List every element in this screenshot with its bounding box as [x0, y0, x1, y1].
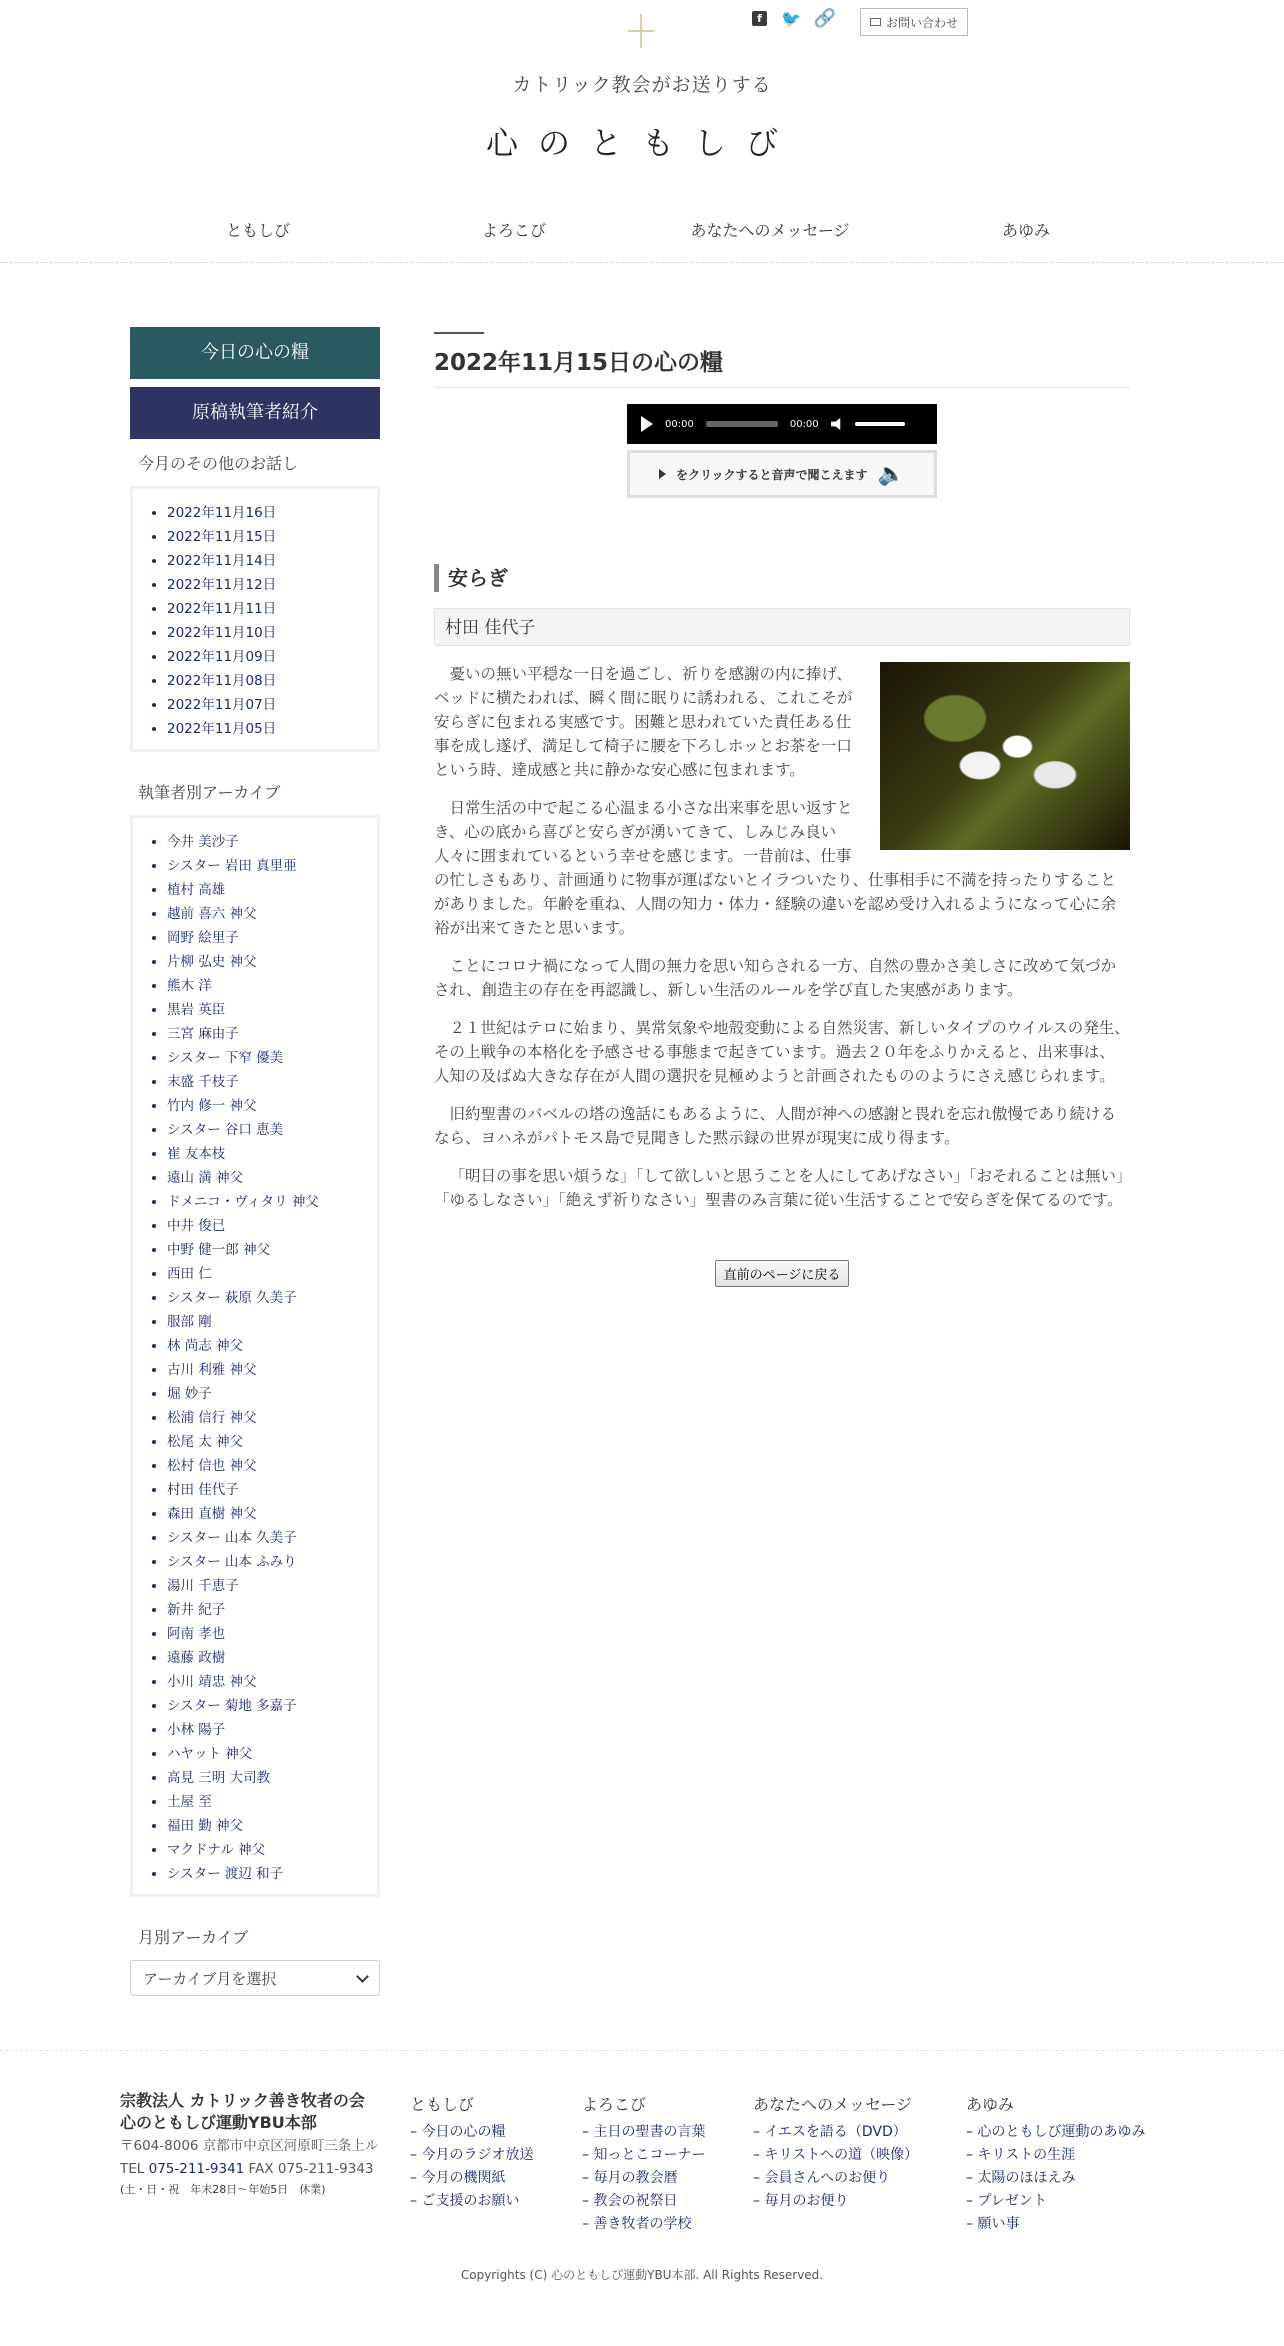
- main-content: [434, 332, 1130, 1287]
- recent-list: [130, 486, 380, 752]
- author-archive-link[interactable]: • 岡野 絵里子: [167, 926, 363, 950]
- author-archive-link[interactable]: • 黒岩 英臣: [167, 998, 363, 1022]
- footer-link[interactable]: – キリストの生涯: [966, 2144, 1145, 2167]
- author-archive-link[interactable]: • ハヤット 神父: [167, 1742, 363, 1766]
- recent-post-link[interactable]: • 2022年11月12日: [167, 573, 363, 597]
- footer-link[interactable]: – 心のともしび運動のあゆみ: [966, 2121, 1145, 2144]
- monthly-archive-select[interactable]: [130, 1960, 380, 1996]
- author-archive-link[interactable]: • 村田 佳代子: [167, 1478, 363, 1502]
- nav-item-message[interactable]: あなたへのメッセージ: [690, 221, 850, 240]
- footer-organization: [120, 2090, 410, 2200]
- author-archive-link[interactable]: • 今井 美沙子: [167, 830, 363, 854]
- author-archive-link[interactable]: • 湯川 千恵子: [167, 1574, 363, 1598]
- nav-item-ayumi[interactable]: あゆみ: [1001, 221, 1050, 240]
- monthly-archive-value: アーカイブ月を選択: [143, 1969, 277, 1988]
- author-archive-list: [130, 815, 380, 1897]
- footer-link[interactable]: – 教会の祝祭日: [582, 2190, 705, 2213]
- author-archive-link[interactable]: • 越前 喜六 神父: [167, 902, 363, 926]
- article-paragraph: 「明日の事を思い煩うな」「して欲しいと思うことを人にしてあげなさい」「おそれることは無い」「ゆるしなさい」「絶えず祈りなさい」聖書のみ言葉に従い生活することで安らぎを保てるのです。: [434, 1167, 1124, 1209]
- author-archive-link[interactable]: • 林 尚志 神父: [167, 1334, 363, 1358]
- author-archive-link[interactable]: • 熊木 洋: [167, 974, 363, 998]
- contact-label: お問い合わせ: [885, 15, 958, 30]
- org-name-line1: 宗教法人 カトリック善き牧者の会: [120, 2091, 365, 2110]
- author-archive-link[interactable]: • シスター 山本 ふみり: [167, 1550, 363, 1574]
- footer-link[interactable]: – 今日の心の糧: [410, 2121, 533, 2144]
- author-archive-link[interactable]: • 崔 友本枝: [167, 1142, 363, 1166]
- footer-col-list: [410, 2121, 533, 2213]
- footer-link[interactable]: – 善き牧者の学校: [582, 2213, 705, 2236]
- footer-col-list: [753, 2121, 918, 2213]
- footer-col-message: [753, 2092, 918, 2213]
- footer-col-yorokobi: [582, 2092, 705, 2236]
- author-archive-link[interactable]: • シスター 萩原 久美子: [167, 1286, 363, 1310]
- author-archive-link[interactable]: • シスター 菊地 多嘉子: [167, 1694, 363, 1718]
- author-archive-link[interactable]: • 阿南 孝也: [167, 1622, 363, 1646]
- footer-col-title: よろこび: [582, 2095, 647, 2114]
- recent-post-link[interactable]: • 2022年11月11日: [167, 597, 363, 621]
- recent-post-link[interactable]: • 2022年11月15日: [167, 525, 363, 549]
- author-archive-link[interactable]: • シスター 山本 久美子: [167, 1526, 363, 1550]
- footer-link[interactable]: – 太陽のほほえみ: [966, 2167, 1145, 2190]
- site-tagline: カトリック教会がお送りする: [512, 74, 772, 96]
- author-archive-link[interactable]: • 中井 俊已: [167, 1214, 363, 1238]
- author-archive-link[interactable]: • 土屋 至: [167, 1790, 363, 1814]
- author-archive-link[interactable]: • 中野 健一郎 神父: [167, 1238, 363, 1262]
- author-archive-link[interactable]: • 福田 勤 神父: [167, 1814, 363, 1838]
- recent-post-link[interactable]: • 2022年11月16日: [167, 501, 363, 525]
- org-name-line2: 心のともしび運動YBU本部: [120, 2113, 317, 2132]
- footer-link[interactable]: – ご支援のお願い: [410, 2190, 533, 2213]
- back-button[interactable]: 直前のページに戻る: [715, 1260, 850, 1287]
- listen-label: をクリックすると音声で聞こえます: [676, 467, 868, 482]
- footer-link[interactable]: – 毎月のお便り: [753, 2190, 918, 2213]
- play-icon: [659, 469, 666, 479]
- author-archive-link[interactable]: • シスター 下窄 優美: [167, 1046, 363, 1070]
- recent-post-link[interactable]: • 2022年11月05日: [167, 717, 363, 741]
- author-name: 村田 佳代子: [434, 608, 1130, 646]
- footer-link[interactable]: – プレゼント: [966, 2190, 1145, 2213]
- speaker-icon: 🔈: [877, 461, 905, 487]
- author-archive-link[interactable]: • 西田 仁: [167, 1262, 363, 1286]
- author-archive-link[interactable]: • 森田 直樹 神父: [167, 1502, 363, 1526]
- listen-audio-button[interactable]: [627, 450, 937, 498]
- author-archive-link[interactable]: • 松浦 信行 神父: [167, 1406, 363, 1430]
- author-archive-link[interactable]: • 堀 妙子: [167, 1382, 363, 1406]
- author-archive-link[interactable]: • 服部 剛: [167, 1310, 363, 1334]
- author-archive-link[interactable]: • 片柳 弘史 神父: [167, 950, 363, 974]
- player-current-time: 00:00: [665, 418, 694, 430]
- author-archive-link[interactable]: • シスター 谷口 恵美: [167, 1118, 363, 1142]
- article-paragraph: ２１世紀はテロに始まり、異常気象や地殻変動による自然災害、新しいタイプのウイルスの発生、その上戦争の本格化を予感させる事態まで起きています。過去２０年をふりかえると、出来事は、人知の及ばぬ大きな存在が人間の選択を見極めようと計画されたもののようにさえ感じられます。: [434, 1019, 1130, 1085]
- article-paragraph: 日常生活の中で起こる心温まる小さな出来事を思い返すとき、心の底から喜びと安らぎが湧いてきて、しみじみ良い人々に囲まれているという幸せを感じます。一昔前は、仕事の忙しさもあり、計画通りに物事が運ばないとイラついたり、仕事相手に不満を持ったりすることがありました。年齢を重ね、人間の知力・体力・経験の違いを認め受け入れるようになって心に余裕が出来てきたと思います。: [434, 799, 1117, 937]
- nav-item-tomoshibi[interactable]: ともしび: [225, 221, 290, 240]
- author-archive-link[interactable]: • 小川 靖忠 神父: [167, 1670, 363, 1694]
- recent-widget-title: 今月のその他のお話し: [138, 454, 299, 473]
- footer-link[interactable]: – 毎月の教会暦: [582, 2167, 705, 2190]
- recent-post-link[interactable]: • 2022年11月08日: [167, 669, 363, 693]
- author-archive-link[interactable]: • 末盛 千枝子: [167, 1070, 363, 1094]
- article-paragraph: 憂いの無い平穏な一日を過ごし、祈りを感謝の内に捧げ、ベッドに横たわれば、瞬く間に眠りに誘われる、これこそが安らぎに包まれる実感です。困難と思われていた責任ある仕事を成し遂げ、満足して椅子に腰を下ろしホッとお茶を一口という時、達成感と共に静かな安心感に包まれます。: [434, 665, 853, 779]
- sidebar: [130, 327, 380, 1996]
- cross-icon: [628, 14, 654, 48]
- footer-link[interactable]: – 知っとこコーナー: [582, 2144, 705, 2167]
- player-duration: 00:00: [789, 418, 819, 430]
- author-archive-link[interactable]: • シスター 岩田 真里亜: [167, 854, 363, 878]
- social-links: [752, 8, 835, 28]
- today-button[interactable]: 今日の心の糧: [130, 327, 380, 379]
- author-archive-link[interactable]: • 古川 利雅 神父: [167, 1358, 363, 1382]
- recent-post-link[interactable]: • 2022年11月10日: [167, 621, 363, 645]
- author-archive-link[interactable]: • 高見 三明 大司教: [167, 1766, 363, 1790]
- copyright: Copyrights (C) 心のともしび運動YBU本部. All Rights Reserved.: [460, 2268, 824, 2282]
- author-archive-link[interactable]: • 竹内 修一 神父: [167, 1094, 363, 1118]
- author-archive-link[interactable]: • 植村 高雄: [167, 878, 363, 902]
- footer-link[interactable]: – 今月の機関紙: [410, 2167, 533, 2190]
- facebook-icon[interactable]: f: [752, 11, 767, 26]
- twitter-icon[interactable]: 🐦: [781, 8, 801, 28]
- footer-link[interactable]: – 主日の聖書の言葉: [582, 2121, 705, 2144]
- back-button-wrap: [434, 1260, 1130, 1287]
- mail-icon: [870, 18, 881, 26]
- author-archive-link[interactable]: • 新井 紀子: [167, 1598, 363, 1622]
- nav-divider: [0, 262, 1284, 263]
- footer-col-list: [582, 2121, 705, 2236]
- recent-post-link[interactable]: • 2022年11月14日: [167, 549, 363, 573]
- nav-item-yorokobi[interactable]: よろこび: [481, 221, 546, 240]
- author-archive-link[interactable]: • シスター 渡辺 和子: [167, 1862, 363, 1886]
- fax-label: FAX: [248, 2161, 274, 2177]
- author-archive-title: 執筆者別アーカイブ: [138, 783, 281, 802]
- recent-post-link[interactable]: • 2022年11月09日: [167, 645, 363, 669]
- author-archive-link[interactable]: • ドメニコ・ヴィタリ 神父: [167, 1190, 363, 1214]
- volume-icon[interactable]: [831, 418, 843, 430]
- article-paragraph: ことにコロナ禍になって人間の無力を思い知らされる一方、自然の豊かさ美しさに改めて気づかされ、創造主の存在を再認識し、新しい生活のルールを学び直した実感があります。: [434, 957, 1117, 999]
- footer-col-title: あなたへのメッセージ: [753, 2095, 913, 2114]
- article-body: [434, 662, 1130, 1212]
- footer-col-title: あゆみ: [966, 2095, 1015, 2114]
- tel-label: TEL: [120, 2161, 145, 2177]
- chevron-down-icon: [356, 1970, 369, 1983]
- monthly-archive-title: 月別アーカイブ: [138, 1928, 249, 1947]
- recent-post-link[interactable]: • 2022年11月07日: [167, 693, 363, 717]
- author-archive-link[interactable]: • 三宮 麻由子: [167, 1022, 363, 1046]
- audio-player: [627, 404, 937, 444]
- author-archive-link[interactable]: • 小林 陽子: [167, 1718, 363, 1742]
- footer-col-tomoshibi: [410, 2092, 533, 2213]
- tel-link[interactable]: 075-211-9341: [148, 2161, 245, 2177]
- fax-number: 075-211-9343: [277, 2161, 374, 2177]
- title-accent: [434, 332, 484, 334]
- player-seek-bar[interactable]: [706, 421, 778, 427]
- footer-link[interactable]: – 今月のラジオ放送: [410, 2144, 533, 2167]
- footer-link[interactable]: – 会員さんへのお便り: [753, 2167, 918, 2190]
- author-archive-link[interactable]: • 遠山 満 神父: [167, 1166, 363, 1190]
- author-archive-link[interactable]: • 松尾 太 神父: [167, 1430, 363, 1454]
- footer-col-list: [966, 2121, 1145, 2236]
- writers-button[interactable]: 原稿執筆者紹介: [130, 387, 380, 439]
- author-archive-link[interactable]: • 松村 信也 神父: [167, 1454, 363, 1478]
- org-address: 〒604-8006 京都市中京区河原町三条上ル: [120, 2138, 379, 2154]
- site-title[interactable]: 心のともしび: [485, 124, 798, 162]
- footer-col-ayumi: [966, 2092, 1145, 2236]
- play-icon[interactable]: [641, 416, 653, 432]
- org-phone: [120, 2159, 410, 2180]
- global-nav: [130, 218, 1154, 241]
- page-title: 2022年11月15日の心の糧: [434, 344, 1130, 388]
- article-paragraph: 旧約聖書のバベルの塔の逸話にもあるように、人間が神への感謝と畏れを忘れ傲慢であり続けるなら、ヨハネがパトモス島で見聞きした黙示録の世界が現実に成り得ます。: [434, 1105, 1117, 1147]
- section-heading: 安らぎ: [434, 564, 1130, 592]
- link-icon[interactable]: 🔗: [813, 7, 837, 29]
- footer-link[interactable]: – 願い事: [966, 2213, 1145, 2236]
- footer-link[interactable]: – キリストへの道（映像）: [753, 2144, 918, 2167]
- author-archive-link[interactable]: • マクドナル 神父: [167, 1838, 363, 1862]
- lily-flower-image: [880, 662, 1130, 850]
- footer-link[interactable]: – イエスを語る（DVD）: [753, 2121, 918, 2144]
- hours-note: (土・日・祝 年末28日〜年始5日 休業): [120, 2183, 326, 2196]
- volume-slider[interactable]: [855, 422, 905, 426]
- footer-col-title: ともしび: [410, 2095, 475, 2114]
- author-archive-link[interactable]: • 遠藤 政樹: [167, 1646, 363, 1670]
- contact-button[interactable]: [860, 8, 968, 36]
- footer-divider: [0, 2050, 1284, 2051]
